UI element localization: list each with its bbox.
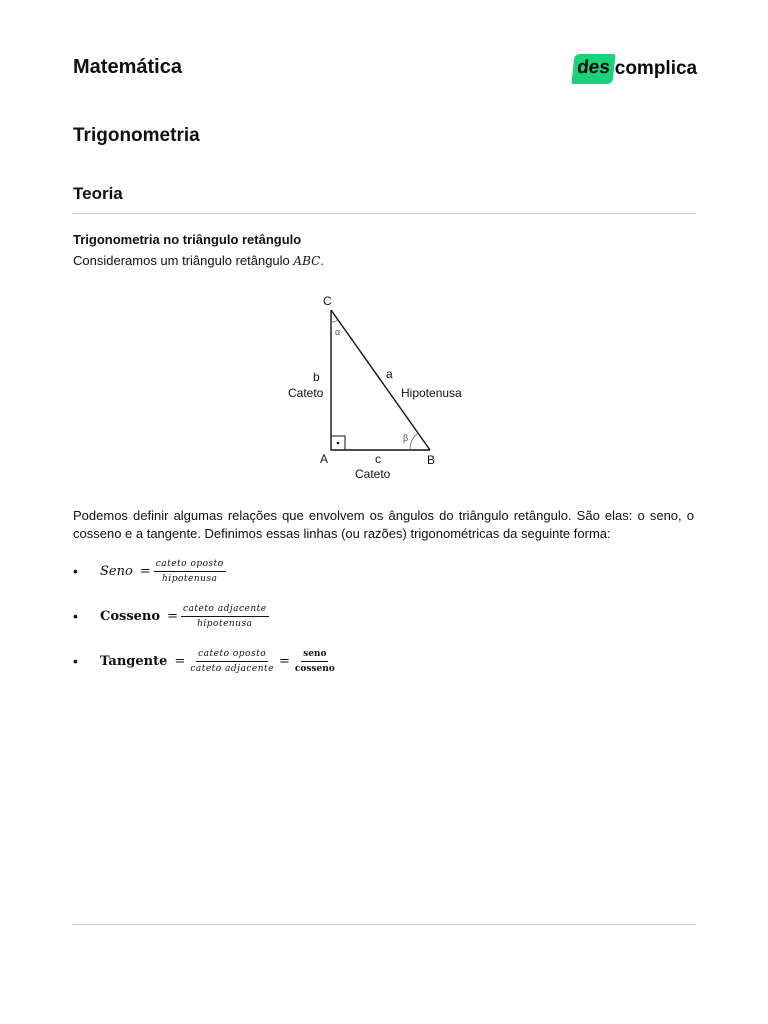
leg-left-label: Cateto bbox=[288, 386, 324, 400]
angle-beta-arc bbox=[410, 433, 418, 450]
fraction bbox=[188, 648, 276, 675]
formula-tangente bbox=[73, 646, 337, 676]
explanation-paragraph: Podemos definir algumas relações que envolvem os ângulos do triângulo retângulo. São elas: o seno, o cosseno e a tangente. Definimos essas linhas (ou razões) trigonométricas da seguinte forma: bbox=[73, 508, 694, 541]
numerator: cateto oposto bbox=[154, 558, 226, 572]
equals-sign-2: = bbox=[278, 653, 290, 669]
angle-beta-label: β bbox=[403, 433, 409, 443]
fraction bbox=[181, 603, 269, 630]
vertex-a-label: A bbox=[320, 452, 329, 466]
formula-name: Cosseno bbox=[100, 608, 161, 624]
intro-math: ABC bbox=[293, 254, 321, 268]
subheading: Trigonometria no triângulo retângulo bbox=[73, 232, 302, 247]
formula-name: Tangente bbox=[100, 653, 168, 669]
angle-alpha-label: α bbox=[335, 327, 341, 337]
fraction-2 bbox=[293, 648, 337, 675]
side-bc bbox=[331, 310, 430, 450]
descomplica-logo[interactable] bbox=[573, 52, 697, 86]
right-angle-dot bbox=[337, 442, 340, 445]
leg-bottom-label: Cateto bbox=[355, 467, 391, 481]
logo-wordmark: complica bbox=[614, 58, 698, 79]
hypotenuse-label: Hipotenusa bbox=[401, 386, 462, 400]
right-triangle-figure bbox=[280, 290, 480, 485]
denominator: hipotenusa bbox=[197, 618, 253, 629]
side-c-label: c bbox=[375, 452, 381, 466]
subject-title: Matemática bbox=[73, 56, 182, 78]
formula-seno bbox=[73, 556, 226, 586]
denominator: cateto adjacente bbox=[190, 663, 274, 674]
section-title: Teoria bbox=[73, 184, 123, 203]
footer-divider bbox=[72, 924, 696, 925]
numerator-2: seno bbox=[301, 648, 328, 662]
topic-title: Trigonometria bbox=[73, 125, 200, 146]
formula-name: Seno bbox=[100, 563, 133, 579]
bullet: • bbox=[73, 608, 78, 624]
intro-text bbox=[73, 253, 324, 268]
formula-cosseno bbox=[73, 601, 269, 631]
vertex-b-label: B bbox=[427, 453, 436, 467]
numerator: cateto oposto bbox=[196, 648, 268, 662]
logo-badge: des bbox=[571, 54, 615, 84]
side-b-label: b bbox=[313, 370, 320, 384]
angle-alpha-arc bbox=[331, 320, 338, 322]
equals-sign: = bbox=[167, 608, 178, 624]
bullet: • bbox=[73, 563, 78, 579]
bullet: • bbox=[73, 653, 78, 669]
section-divider bbox=[72, 213, 696, 214]
intro-end: . bbox=[320, 253, 324, 268]
numerator: cateto adjacente bbox=[181, 603, 269, 617]
equals-sign: = bbox=[174, 653, 186, 669]
denominator-2: cosseno bbox=[294, 663, 335, 674]
equals-sign: = bbox=[139, 563, 151, 579]
intro-sentence: Consideramos um triângulo retângulo bbox=[73, 253, 294, 268]
vertex-c-label: C bbox=[323, 294, 332, 308]
denominator: hipotenusa bbox=[162, 573, 218, 584]
fraction bbox=[154, 558, 226, 585]
side-a-label: a bbox=[386, 367, 393, 381]
